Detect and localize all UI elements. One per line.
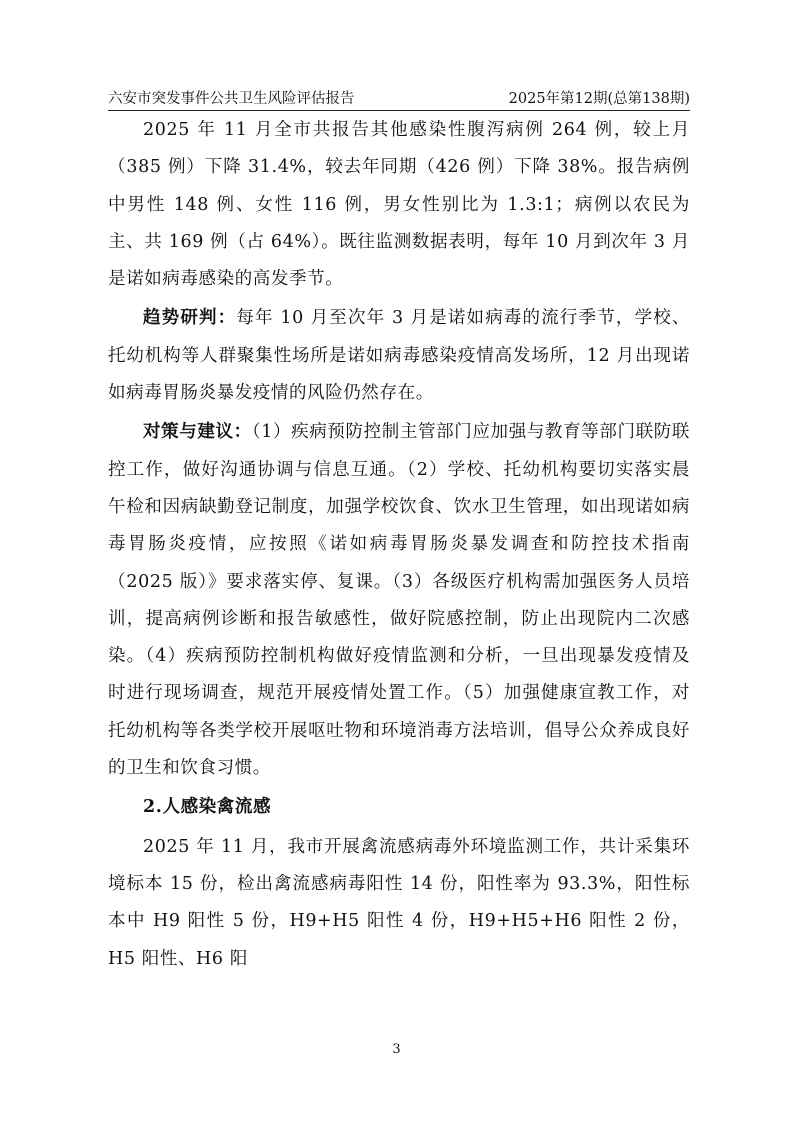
avian-influenza-paragraph: 2025 年 11 月，我市开展禽流感病毒外环境监测工作，共计采集环境标本 15 份，检出禽流感病毒阳性 14 份，阳性率为 93.3%，阳性标本中 H9 阳性 5 份，H9+H5 阳性 4 份，H9+H5+H6 阳性 2 份，H5 阳性、H6 阳 — [108, 836, 690, 969]
section-heading-avian-influenza: 2.人感染禽流感 — [143, 797, 272, 818]
document-body — [108, 112, 690, 980]
page-number: 3 — [392, 1042, 401, 1057]
trend-analysis-paragraph — [108, 300, 690, 412]
recommendations-label: 对策与建议： — [143, 422, 252, 443]
recommendations-text: （1）疾病预防控制主管部门应加强与教育等部门联防联控工作，做好沟通协调与信息互通。（2）学校、托幼机构要切实落实晨午检和因病缺勤登记制度，加强学校饮食、饮水卫生管理，如出现诺如病毒胃肠炎疫情，应按照《诺如病毒胃肠炎暴发调查和防控技术指南（2025 版）》要求落实停、复课。（3）各级医疗机构需加强医务人员培训，提高病例诊断和报告敏感性，做好院感控制，防止出现院内二次感染。（4）疾病预防控制机构做好疫情监测和分析，一旦出现暴发疫情及时进行现场调查，规范开展疫情处置工作。（5）加强健康宣教工作，对托幼机构等各类学校开展呕吐物和环境消毒方法培训，倡导公众养成良好的卫生和饮食习惯。 — [108, 422, 690, 779]
trend-analysis-label: 趋势研判： — [143, 308, 237, 329]
header-report-title: 六安市突发事件公共卫生风险评估报告 — [108, 91, 355, 107]
trend-analysis-text: 每年 10 月至次年 3 月是诺如病毒的流行季节，学校、托幼机构等人群聚集性场所是诺如病毒感染疫情高发场所，12 月出现诺如病毒胃肠炎暴发疫情的风险仍然存在。 — [108, 308, 691, 404]
header-issue-number: 2025年第12期(总第138期) — [508, 91, 690, 107]
diarrhea-summary-paragraph: 2025 年 11 月全市共报告其他感染性腹泻病例 264 例，较上月（385 例）下降 31.4%，较去年同期（426 例）下降 38%。报告病例中男性 148 例、女性 116 例，男女性别比为 1.3:1；病例以农民为主、共 169 例（占 64%）。既往监测数据表明，每年 10 月到次年 3 月是诺如病毒感染的高发季节。 — [108, 120, 690, 290]
page-header — [108, 84, 690, 111]
recommendations-paragraph — [108, 414, 690, 787]
